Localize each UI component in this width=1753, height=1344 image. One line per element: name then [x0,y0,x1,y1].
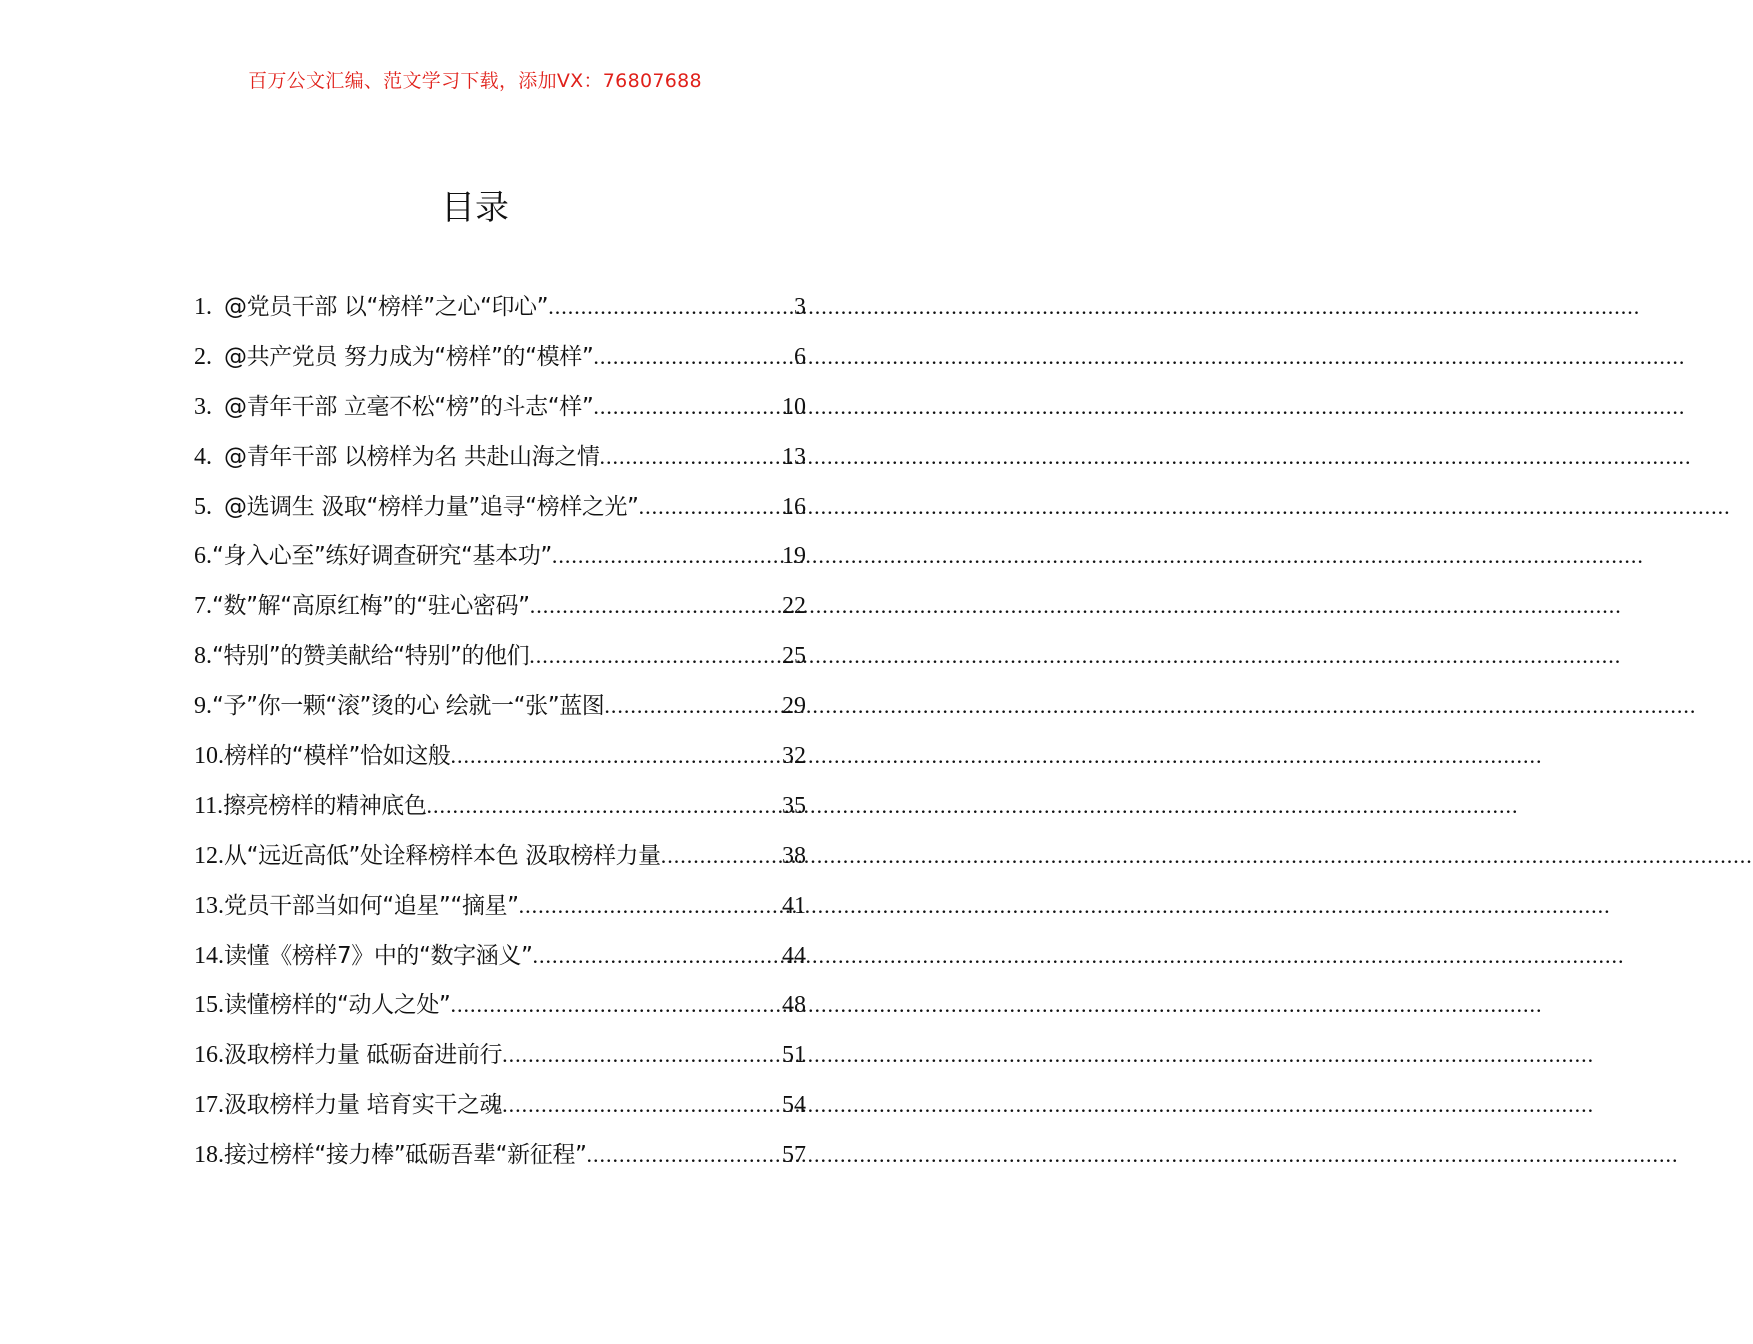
toc-leader-dots [532,931,781,981]
toc-entry[interactable] [194,881,806,931]
toc-entry-page: 51 [782,1042,806,1069]
toc-entry-title: 党员干部当如何“追星”“摘星” [224,892,519,919]
toc-entry-title: “身入心至”练好调查研究“基本功” [212,543,552,570]
toc-entry-title: @选调生 汲取“榜样力量”追寻“榜样之光” [224,493,639,520]
toc-entry-page: 48 [782,992,806,1019]
toc-leader-dots [502,1080,781,1130]
toc-entry-title: 汲取榜样力量 培育实干之魂 [224,1092,503,1119]
toc-entry-page: 29 [782,693,806,720]
toc-entry[interactable] [194,980,806,1030]
toc-entry-number: 5. [194,493,212,520]
toc-entry[interactable] [194,332,806,382]
toc-entry-page: 44 [782,942,806,969]
toc-entry-number: 2. [194,343,212,370]
toc-entry-number: 13. [194,892,224,919]
toc-entry-title: 读懂《榜样7》中的“数字涵义” [224,942,533,969]
toc-leader-dots [593,382,781,432]
toc-entry[interactable] [194,731,806,781]
toc-entry[interactable] [194,282,806,332]
toc-entry[interactable] [194,1080,806,1130]
toc-entry-page: 22 [782,593,806,620]
toc-entry-page: 54 [782,1092,806,1119]
toc-entry-page: 25 [782,643,806,670]
toc-entry[interactable] [194,1030,806,1080]
toc-leader-dots [586,1130,781,1180]
toc-entry-number: 17. [194,1092,224,1119]
toc-entry-page: 10 [782,393,806,420]
toc-entry-number: 7. [194,593,212,620]
toc-entry-number: 3. [194,393,212,420]
toc-entry[interactable] [194,1130,806,1180]
toc-leader-dots [548,282,793,332]
toc-entry[interactable] [194,681,806,731]
toc-entry-number: 10. [194,743,224,770]
toc-entry[interactable] [194,831,806,881]
toc-entry[interactable] [194,581,806,631]
toc-entry-title: @青年干部 立毫不松“榜”的斗志“样” [224,393,594,420]
toc-leader-dots [604,681,781,731]
toc-entry-number: 1. [194,294,212,320]
toc-entry-page: 13 [782,443,806,470]
toc-entry[interactable] [194,531,806,581]
toc-entry-number: 12. [194,842,224,869]
toc-entry-title: “特别”的赞美献给“特别”的他们 [212,643,530,670]
toc-entry-number: 16. [194,1042,224,1069]
toc-entry-title: 从“远近高低”处诠释榜样本色 汲取榜样力量 [224,842,661,869]
toc-entry-page: 19 [782,543,806,570]
toc-leader-dots [519,881,781,931]
toc-leader-dots [450,731,781,781]
toc-entry-page: 6 [794,343,806,370]
toc-leader-dots [593,332,793,382]
toc-leader-dots [427,781,781,831]
toc-entry-number: 6. [194,543,212,570]
toc-entry-number: 18. [194,1142,224,1169]
toc-leader-dots [661,831,781,881]
toc-entry-number: 9. [194,693,212,720]
toc-entry-page: 32 [782,743,806,770]
toc-leader-dots [599,432,781,482]
toc-entry-title: 擦亮榜样的精神底色 [223,792,427,819]
toc-entry-page: 16 [782,493,806,520]
toc-entry-title: @共产党员 努力成为“榜样”的“模样” [224,343,594,370]
toc-entry[interactable] [194,482,806,532]
toc-entry-page: 3 [794,294,806,320]
toc-leader-dots [552,531,781,581]
toc-entry-title: 读懂榜样的“动人之处” [224,992,451,1019]
toc-leader-dots [529,631,781,681]
toc-entry-number: 15. [194,992,224,1019]
toc-entry-page: 38 [782,842,806,869]
toc-entry-title: @青年干部 以榜样为名 共赴山海之情 [224,443,600,470]
toc-entry-title: 汲取榜样力量 砥砺奋进前行 [224,1042,503,1069]
toc-entry-page: 57 [782,1142,806,1169]
page-title: 目录 [441,188,509,228]
toc-entry[interactable] [194,432,806,482]
table-of-contents [194,282,806,1180]
toc-entry-title: “数”解“高原红梅”的“驻心密码” [212,593,530,620]
toc-entry-number: 11. [194,792,224,819]
toc-entry-title: 接过榜样“接力棒”砥砺吾辈“新征程” [224,1142,587,1169]
toc-entry-title: 榜样的“模样”恰如这般 [224,743,451,770]
toc-entry-page: 41 [782,892,806,919]
toc-leader-dots [639,482,781,532]
toc-leader-dots [530,581,781,631]
toc-entry-number: 14. [194,942,224,969]
toc-leader-dots [502,1030,781,1080]
toc-entry[interactable] [194,631,806,681]
toc-entry-title: @党员干部 以“榜样”之心“印心” [224,294,549,320]
toc-leader-dots [450,980,781,1030]
toc-entry-number: 4. [194,443,212,470]
toc-entry-number: 8. [194,643,212,670]
toc-entry[interactable] [194,382,806,432]
toc-entry[interactable] [194,931,806,981]
toc-entry[interactable] [194,781,806,831]
toc-entry-title: “予”你一颗“滚”烫的心 绘就一“张”蓝图 [212,693,605,720]
header-note: 百万公文汇编、范文学习下载，添加VX：76807688 [248,70,702,92]
toc-entry-page: 35 [782,792,806,819]
